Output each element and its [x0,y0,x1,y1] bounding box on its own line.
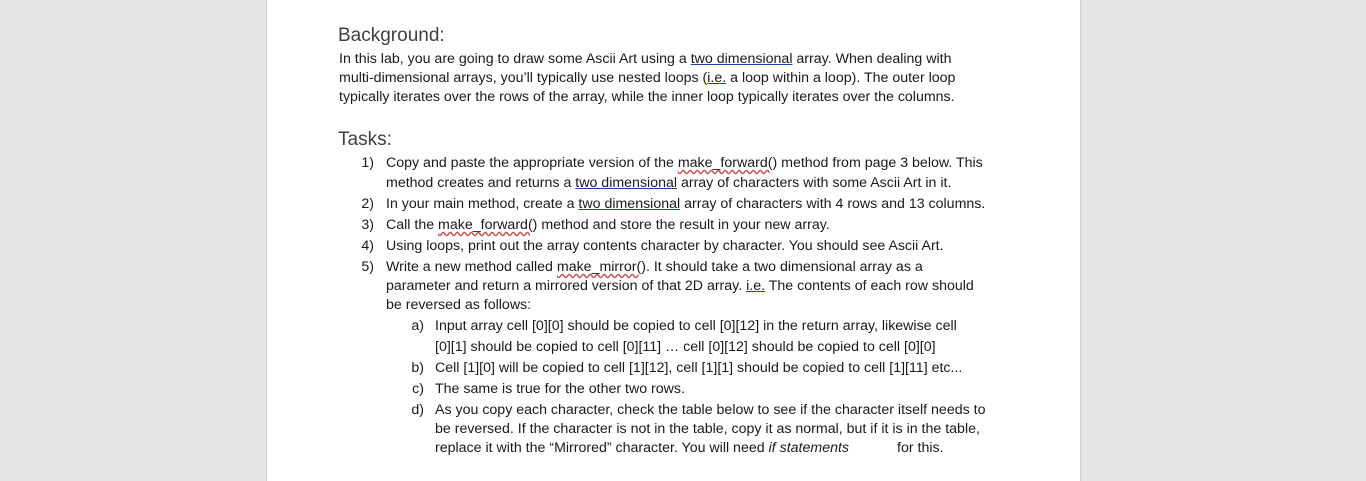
list-number: 1) [361,155,374,171]
code-term: make_forward( [677,155,773,171]
background-line-2: multi-dimensional arrays, you’ll typically use nested loops (i.e. a loop within a loop). The outer loop [339,70,956,86]
background-line-3: typically iterates over the rows of the array, while the inner loop typically iterates over the columns. [339,89,955,105]
list-letter: b) [411,360,424,376]
background-heading: Background: [338,25,445,46]
tasks-heading: Tasks: [338,129,392,150]
list-number: 4) [361,238,374,254]
code-term: make_mirror( [556,259,642,275]
list-letter: c) [412,381,424,397]
underlined-term: two dimensional [578,196,681,212]
list-number: 5) [361,259,374,275]
background-line-1: In this lab, you are going to draw some Ascii Art using a two dimensional array. When dealing with [339,51,952,67]
list-number: 2) [361,196,374,212]
underlined-term: two dimensional [575,175,678,191]
underlined-term: i.e. [746,278,766,294]
code-term: make_forward( [438,217,533,233]
document-page: Background: In this lab, you are going to draw some Ascii Art using a two dimensional array. When dealing with multi-dimensional arrays, you’ll typically use nested loops (i.e. a loop within a loop). The outer loop typically iterates over the rows of the array, while the inner loop typically iterates over the columns. Tasks: 1) Copy and paste the appropriate version of the make_forward() method from page 3 below. This method creates and returns a two dimensional array of characters with some Ascii Art in it. 2) In your main method, create a two dimensional array of characters with 4 rows and 13 columns. 3) Call the make_forward() method and store the result in your new array. 4) Using loops, print out the array contents character by character. You should see Ascii Art. 5) Write a new method called make_mirror(). It should take a two dimensional array as a parameter and return a mirrored version of that 2D array. i.e. The contents of each row should be reversed as follows: a) Input array cell [0][0] should be copied to cell [0][12] in the return array, likewise cell [0][1] should be copied to cell [0][11] … cell [0][12] should be copied to cell [0][0] b) Cell [1][0] will be copied to cell [1][12], cell [1][1] should be copied to cell [1][11] etc... c) The same is true for the other two rows. d) As you copy each character, check the table below to see if the character itself needs to be reversed. If the character is not in the table, copy it as normal, but if it is in the table, replace it with the “Mirrored” character. You will need if statements for this. [266,0,1081,481]
list-letter: a) [411,318,424,334]
underlined-term: i.e. [707,70,727,86]
list-letter: d) [411,402,424,418]
list-number: 3) [361,217,374,233]
italic-term: if statements [768,440,850,456]
underlined-term: two dimensional [690,51,793,67]
